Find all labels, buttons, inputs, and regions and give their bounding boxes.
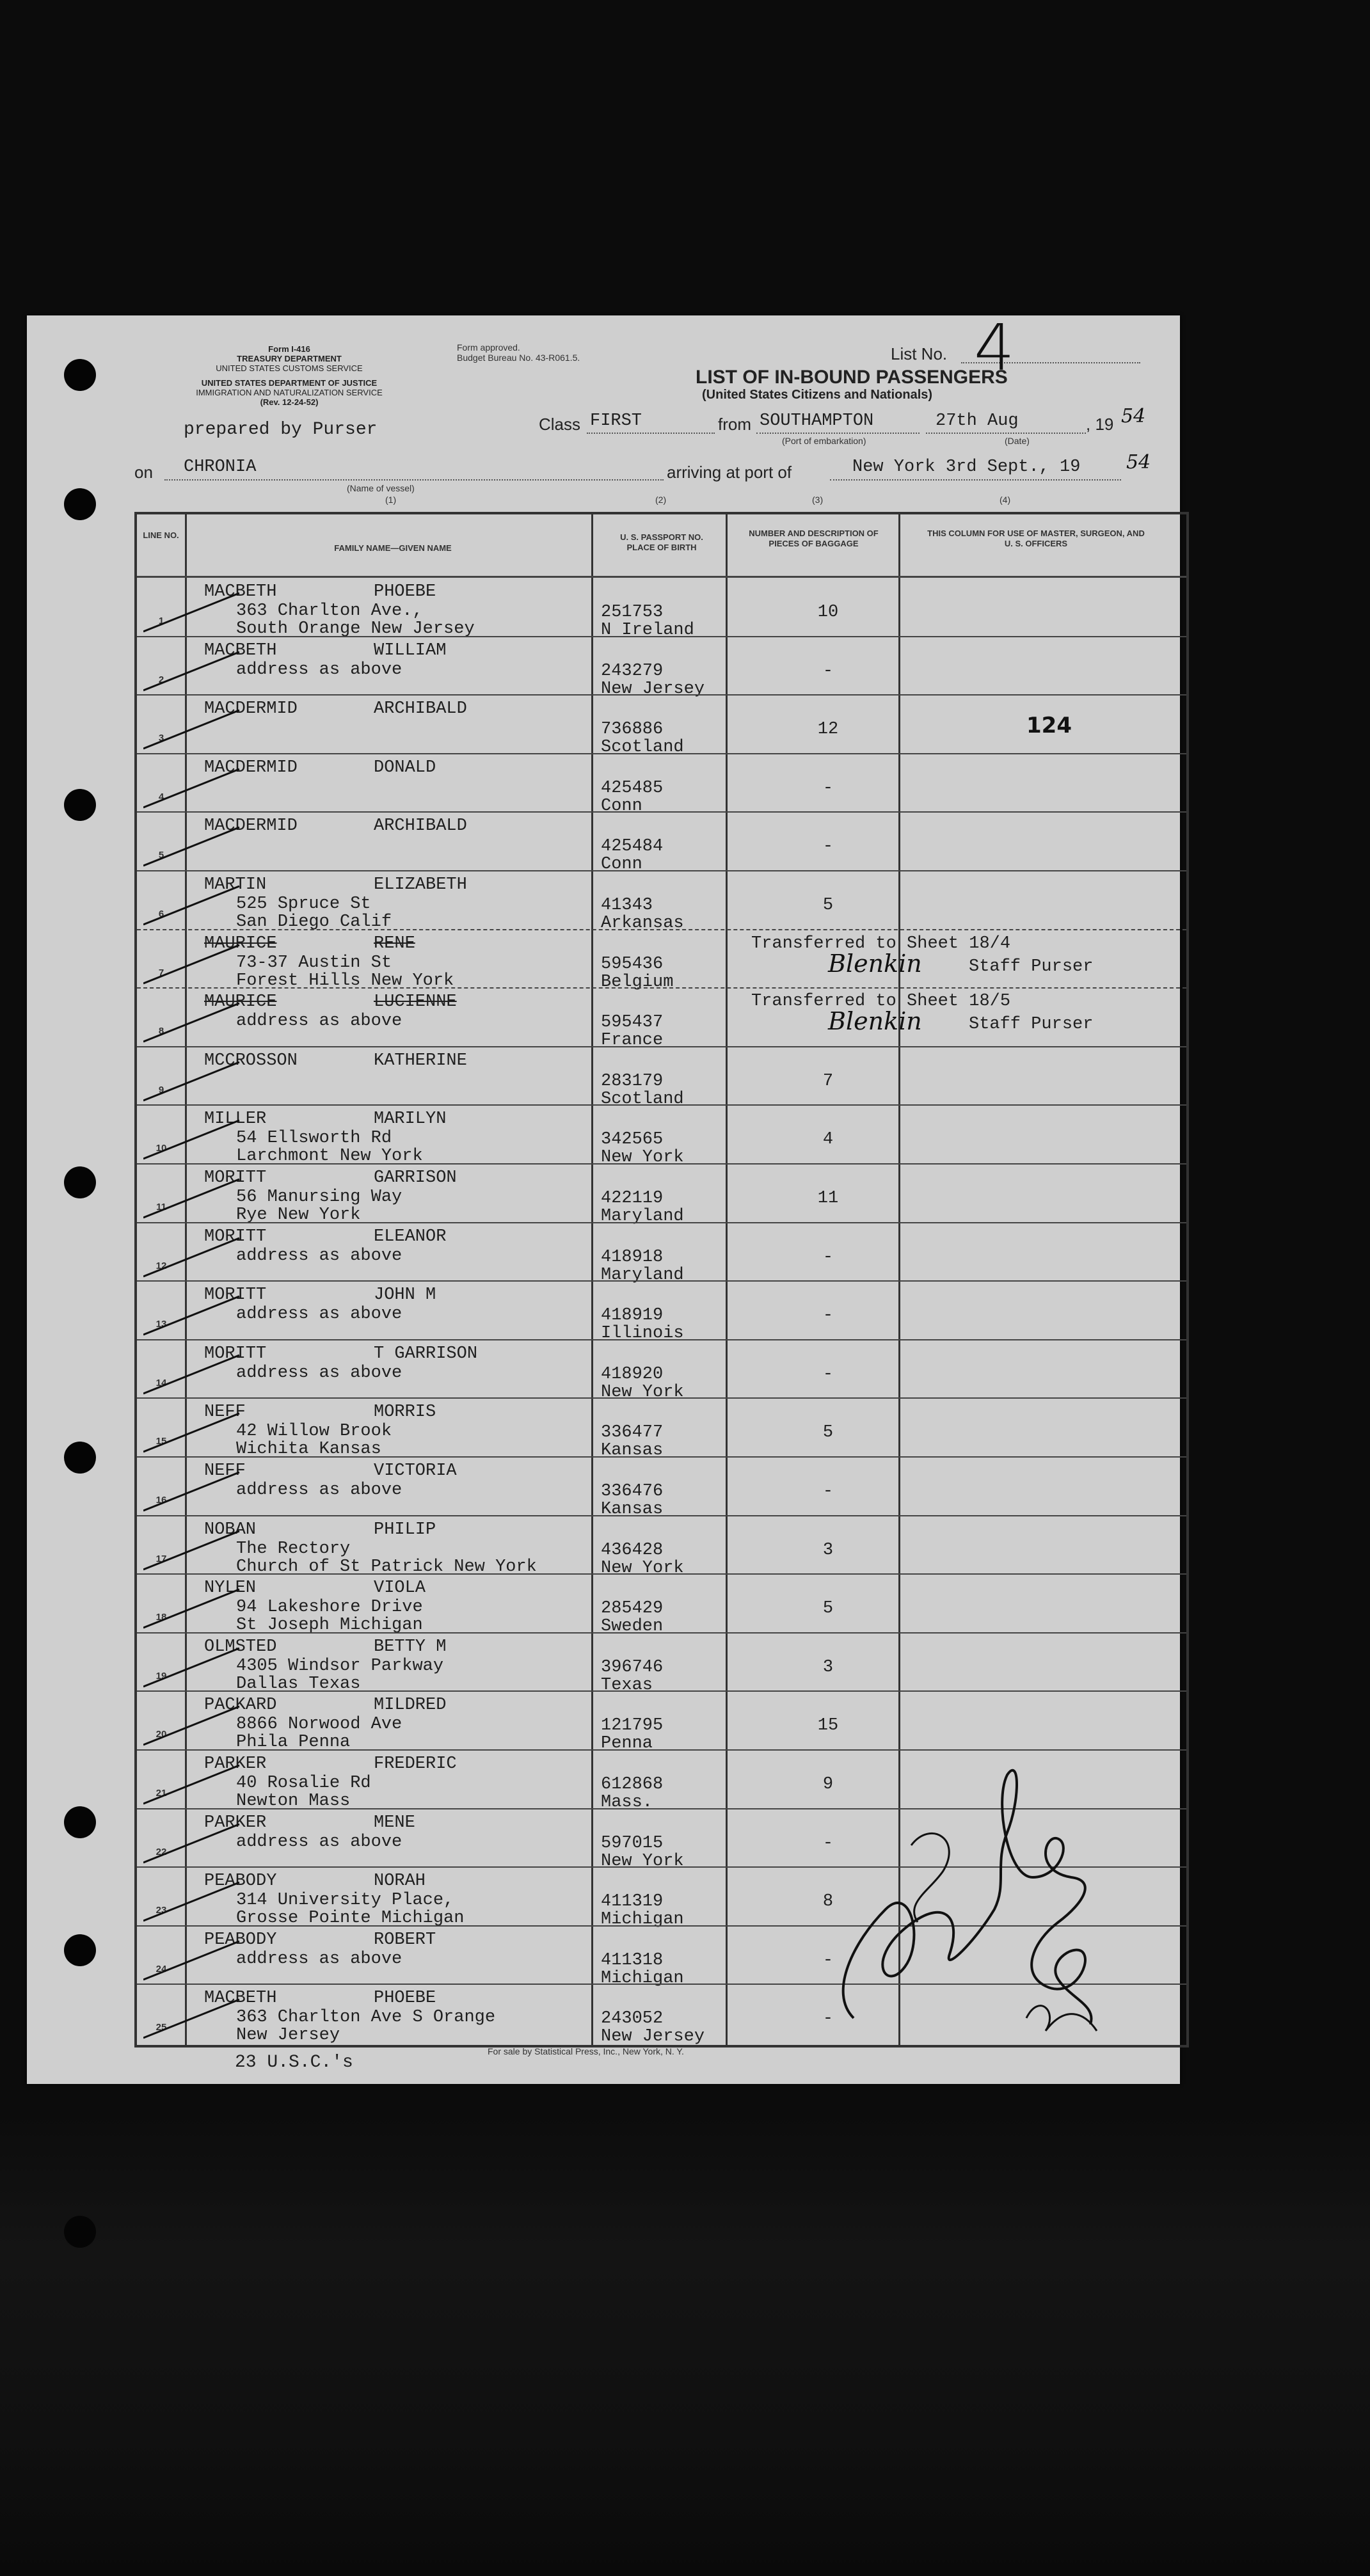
prepared-by: prepared by Purser bbox=[184, 420, 378, 440]
transfer-note-1: Transferred to Sheet 18/4 bbox=[751, 934, 1011, 953]
binder-hole bbox=[64, 488, 96, 520]
address-line-1: 56 Manursing Way bbox=[236, 1188, 402, 1207]
table-row bbox=[137, 1046, 1186, 1109]
row-divider bbox=[137, 1163, 1186, 1165]
department-name: TREASURY DEPARTMENT bbox=[237, 354, 342, 363]
transfer-signature-2: Blenkin bbox=[828, 1007, 922, 1035]
line-number: 14 bbox=[155, 1377, 167, 1388]
place-of-birth: New Jersey bbox=[601, 679, 705, 699]
given-name: BETTY M bbox=[374, 1637, 447, 1657]
header-line-no: LINE NO. bbox=[143, 530, 179, 540]
table-row bbox=[137, 753, 1186, 816]
family-name: MAURICE bbox=[204, 992, 277, 1012]
address-line-2: South Orange New Jersey bbox=[236, 619, 475, 639]
line-number: 7 bbox=[158, 967, 164, 978]
line-number: 11 bbox=[156, 1202, 166, 1212]
passport-number: 418920 bbox=[601, 1364, 664, 1384]
place-of-birth: Conn bbox=[601, 855, 642, 875]
address-line-2: Wichita Kansas bbox=[236, 1440, 381, 1459]
given-name: DONALD bbox=[374, 758, 436, 777]
binder-hole bbox=[64, 1442, 96, 1474]
place-of-birth: Penna bbox=[601, 1734, 653, 1754]
given-name: ARCHIBALD bbox=[374, 699, 467, 719]
table-row bbox=[137, 1573, 1186, 1637]
address-line-1: 525 Spruce St bbox=[236, 894, 371, 914]
table-row bbox=[137, 636, 1186, 699]
baggage-pieces: 10 bbox=[817, 603, 839, 622]
passport-number: 342565 bbox=[601, 1130, 664, 1150]
baggage-pieces: 8 bbox=[822, 1892, 834, 1912]
transfer-signature-1: Blenkin bbox=[828, 950, 922, 978]
row-divider bbox=[137, 636, 1186, 637]
family-name: NEFF bbox=[204, 1461, 246, 1481]
address-line-1: address as above bbox=[236, 660, 402, 680]
place-of-birth: Mass. bbox=[601, 1793, 653, 1812]
line-number: 13 bbox=[155, 1319, 167, 1330]
passport-number: 285429 bbox=[601, 1599, 664, 1619]
binder-hole bbox=[64, 789, 96, 821]
address-line-1: 40 Rosalie Rd bbox=[236, 1774, 371, 1793]
place-of-birth: Michigan bbox=[601, 1968, 684, 1988]
transfer-note-2: Transferred to Sheet 18/5 bbox=[751, 992, 1011, 1011]
row-divider bbox=[137, 1280, 1186, 1282]
header-officers: THIS COLUMN FOR USE OF MASTER, SURGEON, AND U. S. OFFICERS bbox=[927, 529, 1145, 548]
passport-number: 283179 bbox=[601, 1071, 664, 1091]
given-name: RENE bbox=[374, 934, 415, 953]
date-line bbox=[926, 433, 1086, 434]
officer-note: 124 bbox=[1026, 713, 1072, 738]
table-row bbox=[137, 1632, 1186, 1695]
family-name: PARKER bbox=[204, 1813, 267, 1833]
family-name: NEFF bbox=[204, 1403, 246, 1422]
table-row bbox=[137, 1163, 1186, 1226]
given-name: ROBERT bbox=[374, 1930, 436, 1950]
place-of-birth: New York bbox=[601, 1382, 684, 1402]
address-line-1: address as above bbox=[236, 1012, 402, 1031]
baggage-pieces: 3 bbox=[822, 1540, 834, 1560]
given-name: NORAH bbox=[374, 1872, 426, 1891]
line-number: 17 bbox=[155, 1553, 167, 1564]
baggage-pieces: 4 bbox=[822, 1130, 834, 1150]
department-sub: UNITED STATES CUSTOMS SERVICE bbox=[216, 363, 363, 373]
column-number-2: (2) bbox=[655, 495, 667, 505]
place-of-birth: Maryland bbox=[601, 1265, 684, 1285]
justice-department: UNITED STATES DEPARTMENT OF JUSTICE bbox=[201, 378, 378, 388]
passenger-table bbox=[134, 512, 1189, 2047]
given-name: ARCHIBALD bbox=[374, 816, 467, 836]
place-of-birth: Kansas bbox=[601, 1441, 664, 1461]
list-no-label: List No. bbox=[891, 344, 948, 363]
given-name: KATHERINE bbox=[374, 1051, 467, 1070]
given-name: FREDERIC bbox=[374, 1754, 457, 1774]
table-row bbox=[137, 870, 1186, 933]
place-of-birth: Conn bbox=[601, 796, 642, 816]
given-name: MARILYN bbox=[374, 1109, 447, 1129]
place-of-birth: Scotland bbox=[601, 1089, 684, 1109]
address-line-1: address as above bbox=[236, 1246, 402, 1266]
address-line-1: 314 University Place, bbox=[236, 1891, 454, 1911]
line-number: 6 bbox=[158, 909, 164, 919]
given-name: PHOEBE bbox=[374, 1989, 436, 2008]
table-row bbox=[137, 1280, 1186, 1344]
arrival-line bbox=[830, 479, 1121, 481]
publisher-note: For sale by Statistical Press, Inc., New York, N. Y. bbox=[488, 2046, 684, 2056]
budget-bureau-note: Budget Bureau No. 43-R061.5. bbox=[457, 353, 580, 363]
family-name: MORITT bbox=[204, 1168, 267, 1188]
line-number: 21 bbox=[155, 1788, 167, 1799]
approval-note: Form approved. bbox=[457, 342, 520, 353]
column-number-3: (3) bbox=[812, 495, 824, 505]
from-label: from bbox=[718, 415, 751, 434]
address-line-2: San Diego Calif bbox=[236, 912, 392, 932]
line-number: 24 bbox=[155, 1963, 167, 1975]
passport-number: 243052 bbox=[601, 2009, 664, 2029]
address-line-1: address as above bbox=[236, 1305, 402, 1324]
address-line-2: Church of St Patrick New York bbox=[236, 1557, 537, 1577]
place-of-birth: Scotland bbox=[601, 738, 684, 758]
baggage-pieces: - bbox=[822, 1833, 834, 1853]
family-name: MORITT bbox=[204, 1344, 267, 1364]
port-of-embarkation: SOUTHAMPTON bbox=[760, 411, 874, 431]
passport-number: 436428 bbox=[601, 1540, 664, 1560]
binder-hole bbox=[64, 2216, 96, 2248]
place-of-birth: Arkansas bbox=[601, 914, 684, 933]
address-line-1: 363 Charlton Ave., bbox=[236, 601, 423, 621]
line-number: 12 bbox=[155, 1260, 167, 1271]
total-citizens-note: 23 U.S.C.'s bbox=[235, 2053, 353, 2072]
address-line-2: Phila Penna bbox=[236, 1733, 351, 1753]
scanner-background bbox=[0, 2111, 1370, 2576]
departure-date: 27th Aug bbox=[936, 411, 1019, 431]
passport-number: 41343 bbox=[601, 896, 653, 915]
passport-number: 425484 bbox=[601, 837, 664, 857]
given-name: PHILIP bbox=[374, 1520, 436, 1539]
table-row bbox=[137, 1456, 1186, 1519]
row-divider bbox=[137, 929, 1186, 930]
place-of-birth: New York bbox=[601, 1851, 684, 1871]
family-name: MAURICE bbox=[204, 934, 277, 953]
line-number: 2 bbox=[158, 674, 164, 685]
binder-hole bbox=[64, 1166, 96, 1198]
address-line-1: 54 Ellsworth Rd bbox=[236, 1129, 392, 1149]
family-name: PEABODY bbox=[204, 1930, 277, 1950]
family-name: MACBETH bbox=[204, 582, 277, 601]
immigration-service: IMMIGRATION AND NATURALIZATION SERVICE bbox=[196, 388, 383, 397]
baggage-pieces: - bbox=[822, 1247, 834, 1267]
row-divider bbox=[137, 753, 1186, 754]
line-number: 9 bbox=[158, 1084, 164, 1095]
family-name: MORITT bbox=[204, 1285, 267, 1305]
address-line-1: address as above bbox=[236, 1949, 402, 1969]
row-divider bbox=[137, 1632, 1186, 1634]
address-line-2: St Joseph Michigan bbox=[236, 1616, 423, 1635]
address-line-2: New Jersey bbox=[236, 2026, 340, 2046]
table-row bbox=[137, 1222, 1186, 1285]
baggage-pieces: 3 bbox=[822, 1657, 834, 1677]
place-of-birth: New York bbox=[601, 1148, 684, 1168]
baggage-pieces: 5 bbox=[822, 896, 834, 915]
place-of-birth: Illinois bbox=[601, 1324, 684, 1344]
family-name: MACBETH bbox=[204, 1989, 277, 2008]
line-number: 8 bbox=[158, 1026, 164, 1037]
given-name: MENE bbox=[374, 1813, 415, 1833]
given-name: T GARRISON bbox=[374, 1344, 478, 1364]
transfer-role-2: Staff Purser bbox=[969, 1015, 1094, 1034]
given-name: ELIZABETH bbox=[374, 875, 467, 894]
passport-number: 121795 bbox=[601, 1716, 664, 1736]
family-name: MCCROSSON bbox=[204, 1051, 298, 1070]
given-name: VIOLA bbox=[374, 1578, 426, 1598]
given-name: JOHN M bbox=[374, 1285, 436, 1305]
passport-number: 411319 bbox=[601, 1892, 664, 1912]
place-of-birth: France bbox=[601, 1031, 664, 1051]
passport-number: 418918 bbox=[601, 1247, 664, 1267]
address-line-1: The Rectory bbox=[236, 1539, 351, 1559]
baggage-pieces: - bbox=[822, 2009, 834, 2029]
address-line-1: 94 Lakeshore Drive bbox=[236, 1598, 423, 1618]
on-label: on bbox=[134, 463, 153, 482]
row-divider bbox=[137, 1046, 1186, 1047]
line-number: 23 bbox=[155, 1905, 167, 1916]
column-number-4: (4) bbox=[1000, 495, 1011, 505]
header-name: FAMILY NAME—GIVEN NAME bbox=[334, 543, 452, 553]
place-of-birth: Kansas bbox=[601, 1500, 664, 1519]
family-name: PARKER bbox=[204, 1754, 267, 1774]
binder-hole bbox=[64, 359, 96, 391]
address-line-1: address as above bbox=[236, 1832, 402, 1852]
line-number: 19 bbox=[155, 1670, 167, 1682]
family-name: NYLEN bbox=[204, 1578, 257, 1598]
form-number: Form I-416 bbox=[268, 344, 310, 354]
given-name: MORRIS bbox=[374, 1403, 436, 1422]
transfer-role-1: Staff Purser bbox=[969, 957, 1094, 976]
binder-hole bbox=[64, 1806, 96, 1838]
passport-number: 243279 bbox=[601, 661, 664, 681]
baggage-pieces: 11 bbox=[817, 1189, 839, 1208]
passport-number: 425485 bbox=[601, 778, 664, 798]
row-divider bbox=[137, 1573, 1186, 1575]
address-line-1: 4305 Windsor Parkway bbox=[236, 1656, 444, 1676]
line-number: 4 bbox=[158, 791, 164, 802]
row-divider bbox=[137, 694, 1186, 696]
passport-number: 396746 bbox=[601, 1657, 664, 1677]
vessel-caption: (Name of vessel) bbox=[347, 483, 415, 493]
header-passport: U. S. PASSPORT NO. PLACE OF BIRTH bbox=[620, 532, 703, 552]
line-number: 10 bbox=[155, 1143, 167, 1154]
family-name: MACDERMID bbox=[204, 699, 298, 719]
place-of-birth: Michigan bbox=[601, 1910, 684, 1930]
class-value: FIRST bbox=[590, 411, 642, 431]
passport-number: 595437 bbox=[601, 1013, 664, 1033]
line-number: 25 bbox=[155, 2022, 167, 2033]
place-of-birth: Sweden bbox=[601, 1617, 664, 1637]
family-name: NOBAN bbox=[204, 1520, 257, 1539]
address-line-2: Forest Hills New York bbox=[236, 971, 454, 990]
form-subtitle: (United States Citizens and Nationals) bbox=[702, 388, 933, 402]
baggage-pieces: 15 bbox=[817, 1716, 839, 1736]
baggage-pieces: - bbox=[822, 837, 834, 857]
place-of-birth: Maryland bbox=[601, 1207, 684, 1226]
row-divider bbox=[137, 1456, 1186, 1458]
baggage-pieces: - bbox=[822, 661, 834, 681]
row-divider bbox=[137, 1515, 1186, 1516]
family-name: MARTIN bbox=[204, 875, 267, 894]
baggage-pieces: - bbox=[822, 1950, 834, 1970]
given-name: PHOEBE bbox=[374, 582, 436, 601]
passport-number: 418919 bbox=[601, 1306, 664, 1326]
address-line-1: 363 Charlton Ave S Orange bbox=[236, 2008, 496, 2028]
arrival-port: New York 3rd Sept., 19 bbox=[852, 457, 1081, 477]
baggage-pieces: 12 bbox=[817, 720, 839, 740]
address-line-1: address as above bbox=[236, 1481, 402, 1500]
vessel-line bbox=[164, 479, 664, 481]
table-row bbox=[137, 1515, 1186, 1578]
baggage-pieces: - bbox=[822, 1364, 834, 1384]
place-of-birth: New York bbox=[601, 1558, 684, 1578]
address-line-2: Dallas Texas bbox=[236, 1674, 361, 1694]
given-name: VICTORIA bbox=[374, 1461, 457, 1481]
passport-number: 422119 bbox=[601, 1189, 664, 1208]
baggage-pieces: 5 bbox=[822, 1423, 834, 1443]
address-line-2: Grosse Pointe Michigan bbox=[236, 1909, 465, 1928]
row-divider bbox=[137, 870, 1186, 871]
row-divider bbox=[137, 1397, 1186, 1399]
row-divider bbox=[137, 1104, 1186, 1106]
header-baggage: NUMBER AND DESCRIPTION OF PIECES OF BAGGAGE bbox=[749, 529, 879, 548]
address-line-1: 73-37 Austin St bbox=[236, 953, 392, 973]
baggage-pieces: 9 bbox=[822, 1775, 834, 1794]
address-line-2: Larchmont New York bbox=[236, 1147, 423, 1166]
class-label: Class bbox=[539, 415, 581, 434]
passport-number: 251753 bbox=[601, 603, 664, 622]
line-number: 15 bbox=[155, 1436, 167, 1447]
passport-number: 411318 bbox=[601, 1950, 664, 1970]
address-line-1: 8866 Norwood Ave bbox=[236, 1715, 402, 1735]
line-number: 22 bbox=[155, 1846, 167, 1857]
class-line bbox=[587, 433, 715, 434]
family-name: MILLER bbox=[204, 1109, 267, 1129]
family-name: MORITT bbox=[204, 1227, 267, 1246]
arriving-label: arriving at port of bbox=[667, 463, 792, 482]
passport-number: 612868 bbox=[601, 1775, 664, 1794]
baggage-pieces: 7 bbox=[822, 1071, 834, 1091]
row-divider bbox=[137, 811, 1186, 813]
column-number-1: (1) bbox=[385, 495, 397, 505]
table-row bbox=[137, 577, 1186, 640]
address-line-1: 42 Willow Brook bbox=[236, 1422, 392, 1442]
date-year: 54 bbox=[1121, 405, 1146, 427]
passport-number: 597015 bbox=[601, 1833, 664, 1853]
table-row bbox=[137, 1339, 1186, 1402]
line-number: 3 bbox=[158, 733, 164, 744]
given-name: MILDRED bbox=[374, 1696, 447, 1715]
given-name: ELEANOR bbox=[374, 1227, 447, 1246]
family-name: MACDERMID bbox=[204, 816, 298, 836]
address-line-2: Rye New York bbox=[236, 1205, 361, 1225]
table-row bbox=[137, 1397, 1186, 1461]
family-name: MACBETH bbox=[204, 640, 277, 660]
place-of-birth: N Ireland bbox=[601, 621, 694, 640]
date-caption: (Date) bbox=[1005, 436, 1030, 446]
passport-number: 595436 bbox=[601, 954, 664, 974]
given-name: WILLIAM bbox=[374, 640, 447, 660]
baggage-pieces: - bbox=[822, 1306, 834, 1326]
family-name: MACDERMID bbox=[204, 758, 298, 777]
baggage-pieces: - bbox=[822, 778, 834, 798]
place-of-birth: Texas bbox=[601, 1675, 653, 1695]
family-name: PEABODY bbox=[204, 1872, 277, 1891]
line-number: 20 bbox=[155, 1729, 167, 1740]
table-row bbox=[137, 1690, 1186, 1754]
row-divider bbox=[137, 987, 1186, 989]
row-divider bbox=[137, 1339, 1186, 1340]
table-row bbox=[137, 811, 1186, 875]
address-line-1: address as above bbox=[236, 1363, 402, 1383]
given-name: GARRISON bbox=[374, 1168, 457, 1188]
line-number: 5 bbox=[158, 850, 164, 861]
arrival-year: 54 bbox=[1126, 451, 1151, 473]
row-divider bbox=[137, 1690, 1186, 1692]
port-line bbox=[756, 433, 920, 434]
port-caption: (Port of embarkation) bbox=[782, 436, 866, 446]
line-number: 16 bbox=[155, 1495, 167, 1506]
family-name: PACKARD bbox=[204, 1696, 277, 1715]
revision-date: (Rev. 12-24-52) bbox=[260, 397, 319, 407]
date-year-prefix: , 19 bbox=[1086, 415, 1114, 434]
baggage-pieces: - bbox=[822, 1482, 834, 1501]
given-name: LUCIENNE bbox=[374, 992, 457, 1012]
binder-hole bbox=[64, 1934, 96, 1966]
table-row bbox=[137, 1104, 1186, 1168]
place-of-birth: New Jersey bbox=[601, 2027, 705, 2047]
line-number: 1 bbox=[158, 616, 164, 626]
address-line-2: Newton Mass bbox=[236, 1792, 351, 1811]
list-no-value: 4 bbox=[974, 310, 1015, 385]
place-of-birth: Belgium bbox=[601, 972, 674, 992]
passport-number: 736886 bbox=[601, 720, 664, 740]
vessel-name: CHRONIA bbox=[184, 457, 257, 477]
passport-number: 336476 bbox=[601, 1482, 664, 1501]
baggage-pieces: 5 bbox=[822, 1599, 834, 1619]
form-title: LIST OF IN-BOUND PASSENGERS bbox=[696, 367, 1008, 388]
line-number: 18 bbox=[155, 1612, 167, 1623]
officer-signature-graphic bbox=[815, 1749, 1122, 2044]
passport-number: 336477 bbox=[601, 1423, 664, 1443]
family-name: OLMSTED bbox=[204, 1637, 277, 1657]
row-divider bbox=[137, 1222, 1186, 1223]
